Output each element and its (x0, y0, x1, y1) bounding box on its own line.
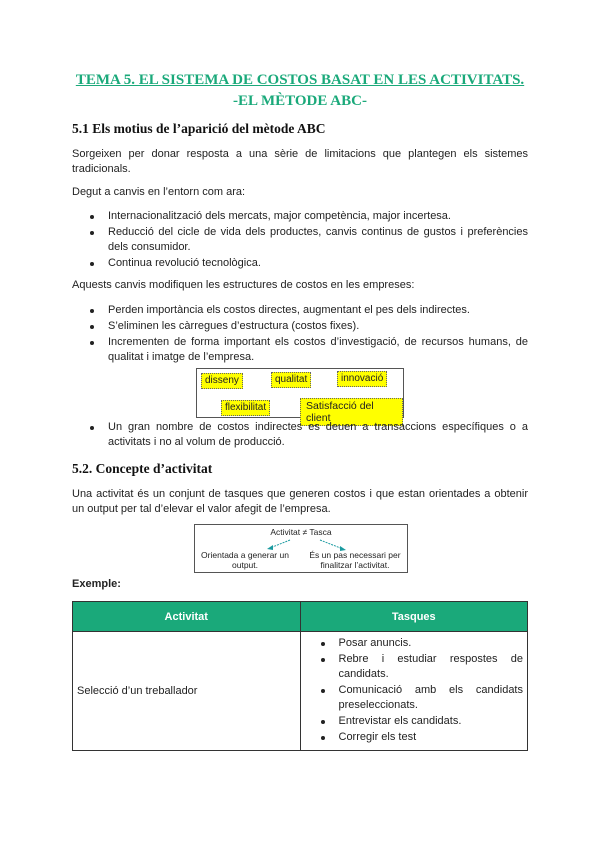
table-header-row (73, 602, 528, 632)
section-heading-2: 5.2. Concepte d’activitat (72, 461, 213, 476)
column-header: Tasques (300, 602, 528, 632)
tag-qualitat: qualitat (271, 372, 311, 388)
column-header: Activitat (73, 602, 301, 632)
list-item: Perden importància els costos directes, augmentant el pes dels indirectes. (72, 303, 528, 318)
tag-innovacio: innovació (337, 371, 387, 387)
bullet-list-1 (72, 209, 528, 272)
list-item: Comunicació amb els candidats preseleccionats. (305, 683, 524, 713)
document-subtitle: -EL MÈTODE ABC- (233, 93, 367, 109)
activity-vs-task-figure (194, 524, 408, 573)
example-label: Exemple: (72, 578, 121, 590)
list-item: Continua revolució tecnològica. (72, 256, 528, 271)
figure-left-label: Orientada a generar un output. (201, 550, 289, 570)
paragraph: Aquests canvis modifiquen les estructures de costos en les empreses: (72, 279, 415, 291)
list-item: Internacionalització dels mercats, major competència, major incertesa. (72, 209, 528, 224)
activity-cell: Selecció d’un treballador (73, 632, 301, 751)
paragraph: Una activitat és un conjunt de tasques que generen costos i que estan orientades a obtenir un output per tal d’elevar el valor afegit de l’empresa. (72, 488, 528, 515)
tag-flexibilitat: flexibilitat (221, 400, 270, 416)
tasks-list (305, 636, 524, 745)
bullet-list-3 (72, 420, 528, 451)
table-row (73, 632, 528, 751)
list-item: Rebre i estudiar respostes de candidats. (305, 652, 524, 682)
list-item: Incrementen de forma important els costos d’investigació, de recursos humans, de qualitat i imatge de l’empresa. (72, 335, 528, 365)
list-item: Reducció del cicle de vida dels productes, canvis continus de gustos i preferències dels consumidor. (72, 225, 528, 255)
list-item: Posar anuncis. (305, 636, 524, 651)
section-heading-1: 5.1 Els motius de l’aparició del mètode ABC (72, 121, 326, 136)
list-item: Corregir els test (305, 730, 524, 745)
paragraph: Sorgeixen per donar resposta a una sèrie de limitacions que plantegen els sistemes tradicionals. (72, 148, 528, 175)
list-item: Un gran nombre de costos indirectes es deuen a transaccions específiques o a activitats i no al volum de producció. (72, 420, 528, 450)
tag-satisfaccio: Satisfacció del client (300, 398, 403, 426)
list-item: Entrevistar els candidats. (305, 714, 524, 729)
document-title: TEMA 5. EL SISTEMA DE COSTOS BASAT EN LES ACTIVITATS. (75, 72, 525, 88)
figure-right-label: És un pas necessari per finalitzar l’activitat. (309, 550, 401, 570)
tasks-cell (300, 632, 528, 751)
list-item: S’eliminen les càrregues d’estructura (costos fixes). (72, 319, 528, 334)
tag-disseny: disseny (201, 373, 243, 389)
activity-table (72, 601, 528, 751)
paragraph: Degut a canvis en l’entorn com ara: (72, 186, 246, 198)
bullet-list-2 (72, 303, 528, 366)
figure-top-label: Activitat ≠ Tasca (270, 527, 332, 537)
factors-figure (196, 368, 404, 424)
